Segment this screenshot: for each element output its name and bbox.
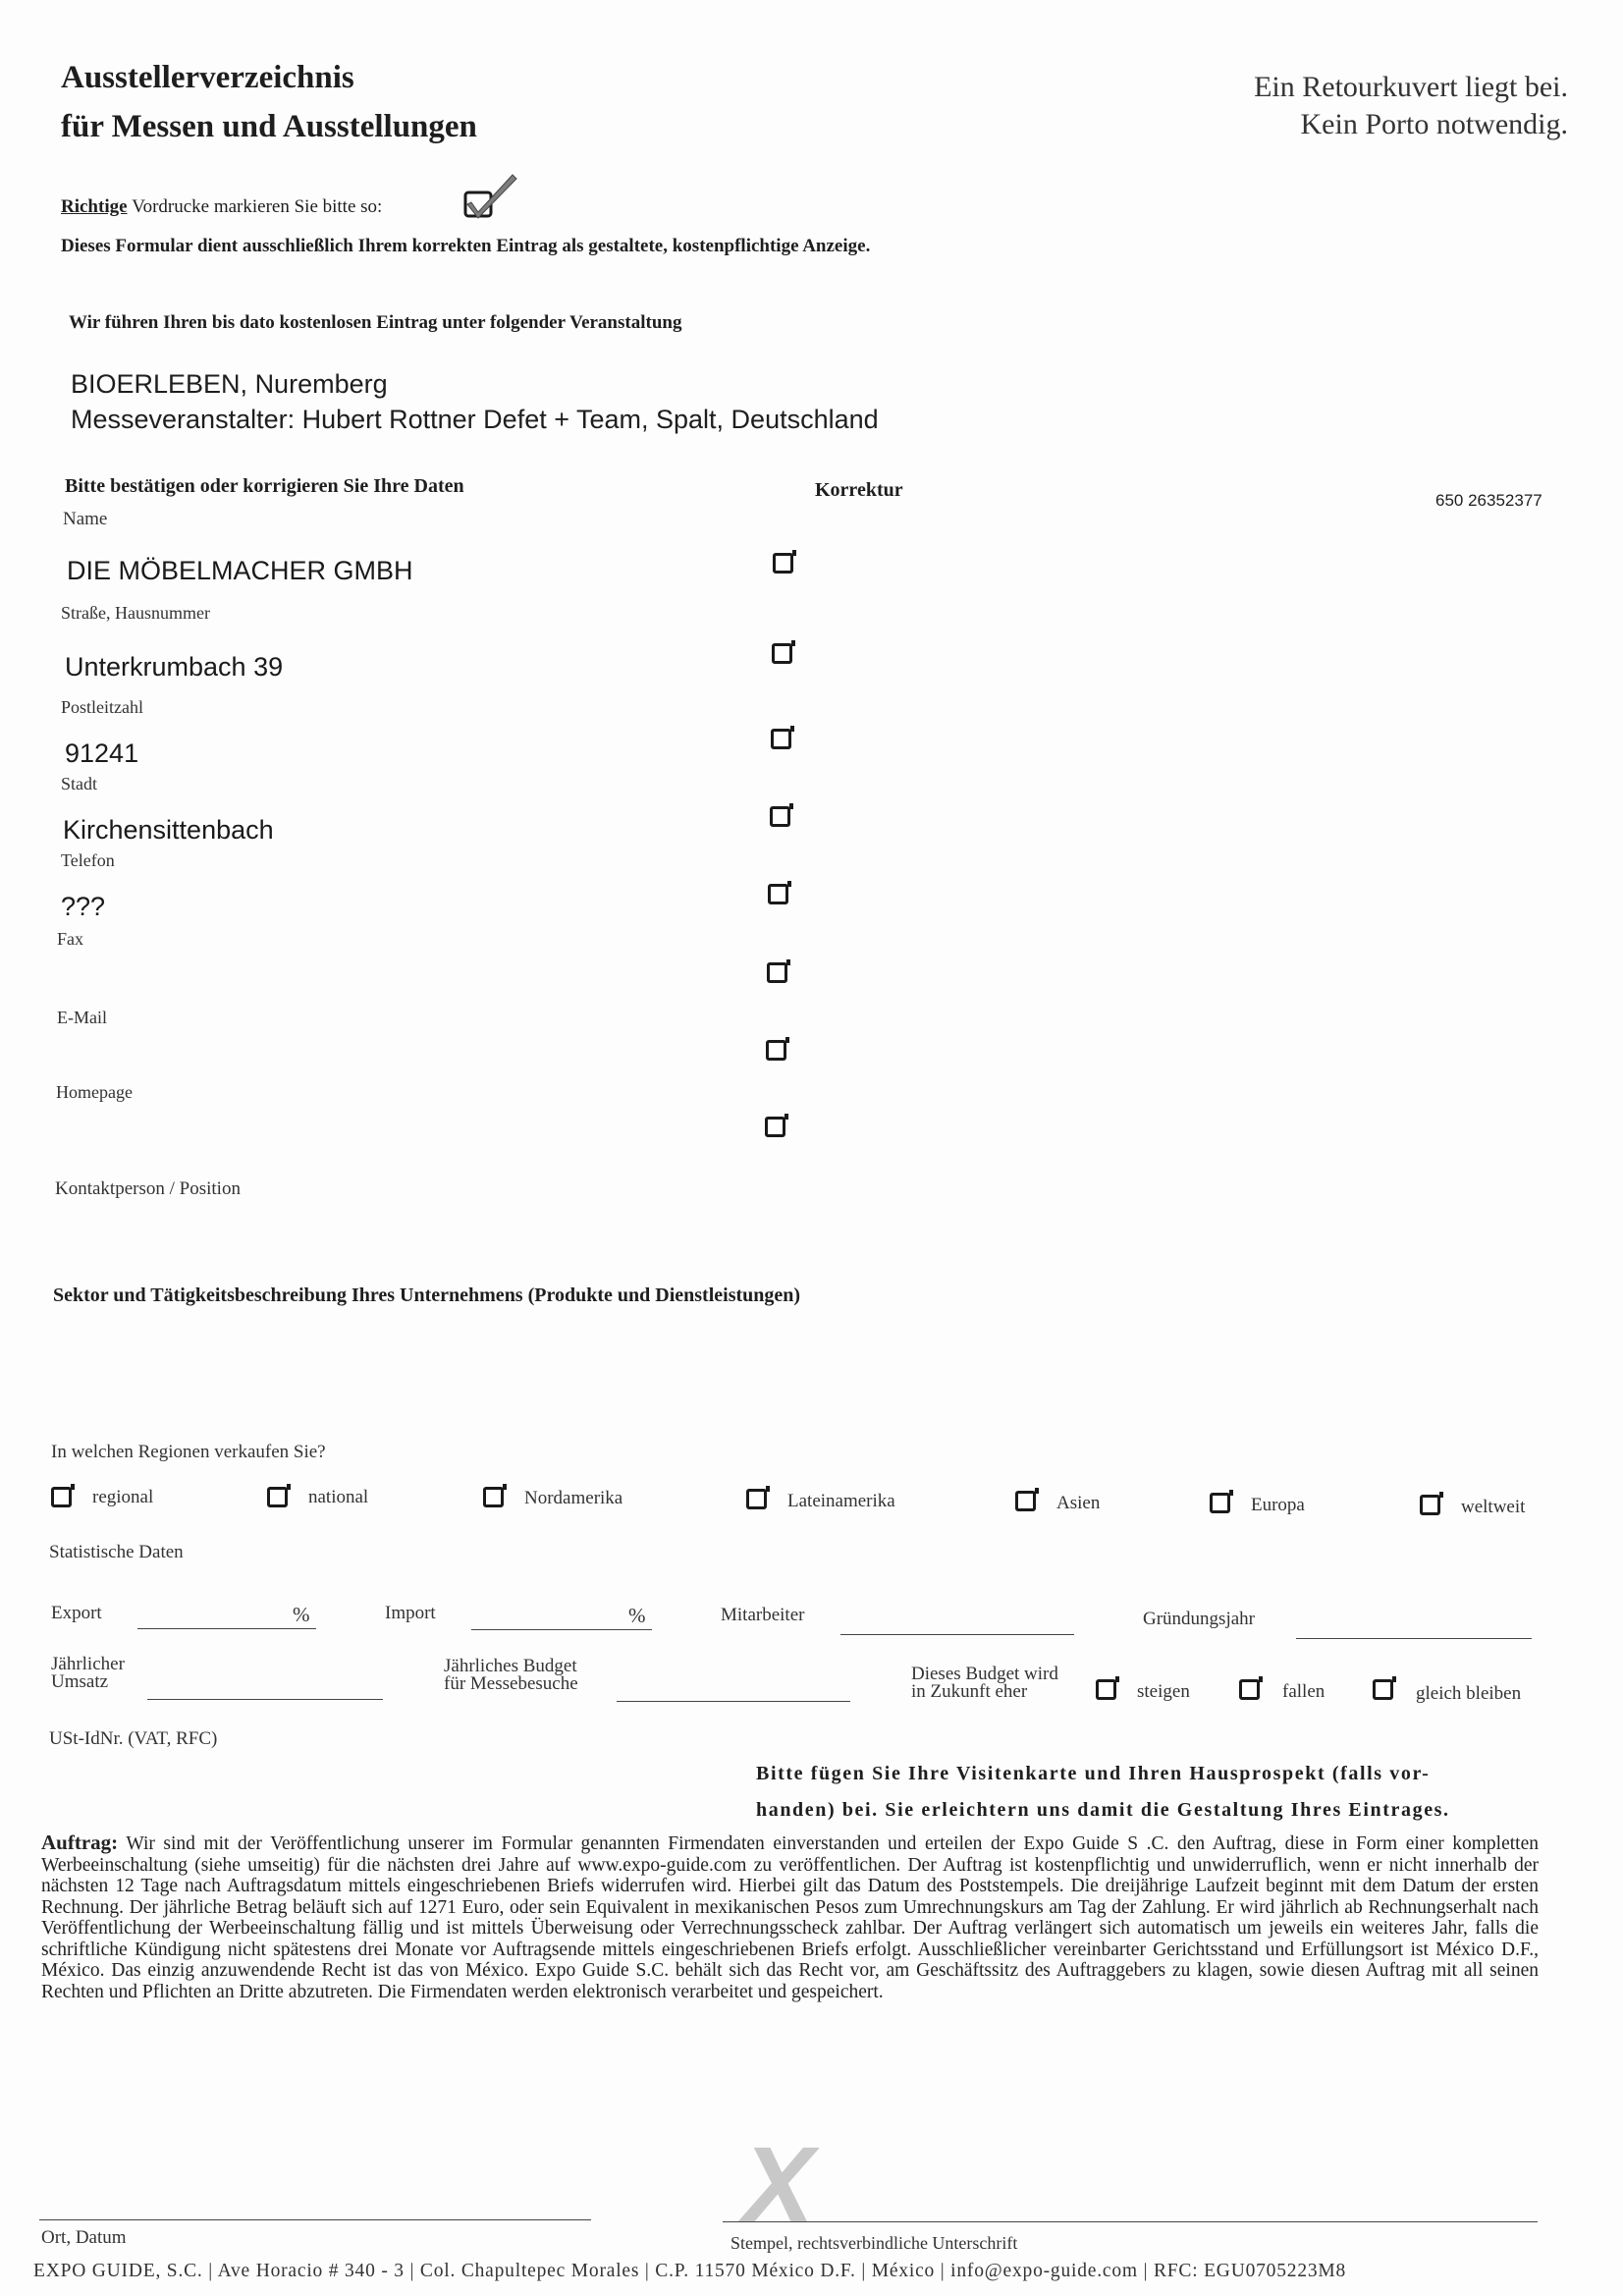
region-checkbox-weltweit[interactable] xyxy=(1420,1495,1440,1515)
korrektur-checkbox-fax[interactable] xyxy=(767,962,787,983)
region-checkbox-nordamerika[interactable] xyxy=(483,1487,504,1507)
region-checkbox-national[interactable] xyxy=(267,1487,288,1507)
region-label-asien: Asien xyxy=(1056,1493,1101,1513)
field-value-phone: ??? xyxy=(61,892,106,921)
disclaimer-text: Dieses Formular dient ausschließlich Ihrem korrekten Eintrag als gestaltete, kostenpflichtige Anzeige. xyxy=(61,236,871,256)
place-date-line[interactable] xyxy=(39,2219,591,2220)
korrektur-checkbox-phone[interactable] xyxy=(768,884,788,904)
budget-label-line-2: für Messebesuche xyxy=(444,1673,578,1694)
future-label-fallen: fallen xyxy=(1282,1681,1325,1702)
stamp-signature-label: Stempel, rechtsverbindliche Unterschrift xyxy=(730,2233,1018,2253)
revenue-input-line[interactable] xyxy=(147,1699,383,1700)
region-checkbox-europa[interactable] xyxy=(1210,1493,1230,1513)
import-input-line[interactable] xyxy=(471,1629,652,1630)
field-label-fax: Fax xyxy=(57,929,83,949)
sector-heading: Sektor und Tätigkeitsbeschreibung Ihres Unternehmens (Produkte und Dienstleistungen) xyxy=(53,1285,801,1306)
mark-text: Vordrucke markieren Sie bitte so: xyxy=(132,196,383,217)
field-value-street: Unterkrumbach 39 xyxy=(65,652,284,682)
export-label: Export xyxy=(51,1603,102,1623)
import-percent: % xyxy=(628,1604,646,1627)
company-footer: EXPO GUIDE, S.C. | Ave Horacio # 340 - 3 | Col. Chapultepec Morales | C.P. 11570 México D.F. | México | info@expo-guide.com | RFC: EGU0705223M8 xyxy=(33,2261,1347,2281)
revenue-label-line-2: Umsatz xyxy=(51,1671,109,1692)
form-title xyxy=(61,53,477,151)
export-input-line[interactable] xyxy=(137,1628,316,1629)
field-label-contact: Kontaktperson / Position xyxy=(55,1178,241,1199)
region-checkbox-lateinamerika[interactable] xyxy=(746,1489,767,1509)
reference-number: 650 26352377 xyxy=(1435,491,1542,510)
order-text: Wir sind mit der Veröffentlichung unserer im Formular genannten Firmendaten einverstanden und erteilen der Expo Guide S .C. den Auftrag, diese in Form einer kompletten Werbeeinschaltung (siehe umseitig) für die nächsten drei Jahre auf www.expo-guide.com zu veröffentlichen. Der Auftrag ist kostenpflichtig und unwiderruflich, wenn er nicht innerhalb der nächsten 12 Tage nach Auftragsdatum mittels eingeschriebenen Briefs widerrufen wird. Hierbei gilt das Datum des Poststempels. Die dreijährige Laufzeit beginnt mit dem Datum der ersten Rechnung. Der jährliche Betrag beläuft sich auf 1271 Euro, oder sein Equivalent in mexikanischen Pesos zum Umrechnungskurs am Tag der Zahlung. Er wird jährlich ab Rechnungserhalt nach Veröffentlichung der Werbeeinschaltung fällig und ist mittels Überweisung oder Verrechnungsscheck zahlbar. Der Auftrag verlängert sich automatisch um jeweils ein weiteres Jahr, falls die schriftliche Kündigung nicht spätestens drei Monate vor Auftragsende mittels eingeschriebenen Briefs erfolgt. Ausschließlicher vereinbarter Gerichtsstand und Erfüllungsort ist México D.F., México. Das einzig anzuwendende Recht ist das von México. Expo Guide S.C. behält sich das Recht vor, am Geschäftssitz des Auftraggebers zu klagen, sowie diesen Auftrag mit all seinen Rechten und Pflichten an Dritte abzutreten. Die Firmendaten werden elektronisch verarbeitet und gespeichert. xyxy=(41,1833,1539,2002)
place-date-label: Ort, Datum xyxy=(41,2227,127,2248)
region-label-weltweit: weltweit xyxy=(1461,1497,1526,1517)
export-percent: % xyxy=(293,1603,310,1626)
retour-note xyxy=(1254,69,1568,143)
future-label-line-1: Dieses Budget wird xyxy=(911,1664,1058,1684)
field-label-phone: Telefon xyxy=(61,850,115,870)
region-checkbox-regional[interactable] xyxy=(51,1487,72,1507)
employees-label: Mitarbeiter xyxy=(721,1605,805,1625)
vat-label: USt-IdNr. (VAT, RFC) xyxy=(49,1728,218,1749)
region-label-europa: Europa xyxy=(1251,1495,1305,1515)
field-label-city: Stadt xyxy=(61,774,98,793)
region-label-regional: regional xyxy=(92,1487,154,1507)
retour-line-2: Kein Porto notwendig. xyxy=(1300,108,1568,140)
signature-x-mark: X xyxy=(742,2125,815,2246)
korrektur-checkbox-homepage[interactable] xyxy=(765,1117,785,1137)
future-label xyxy=(911,1666,1058,1701)
business-card-note xyxy=(756,1756,1450,1829)
region-label-national: national xyxy=(308,1487,369,1507)
korrektur-checkbox-name[interactable] xyxy=(773,553,793,574)
field-label-email: E-Mail xyxy=(57,1008,107,1027)
richtige-label: Richtige xyxy=(61,196,128,217)
sample-check-icon xyxy=(463,173,518,220)
title-line-1: Ausstellerverzeichnis xyxy=(61,60,354,95)
founded-label: Gründungsjahr xyxy=(1143,1609,1255,1629)
business-card-line-2: handen) bei. Sie erleichtern uns damit die Gestaltung Ihres Eintrages. xyxy=(756,1799,1450,1821)
event-name: BIOERLEBEN, Nuremberg xyxy=(71,369,388,399)
signature-line[interactable] xyxy=(723,2221,1538,2222)
regions-question: In welchen Regionen verkaufen Sie? xyxy=(51,1442,326,1462)
order-label: Auftrag: xyxy=(41,1831,119,1854)
korrektur-heading: Korrektur xyxy=(815,479,903,501)
retour-line-1: Ein Retourkuvert liegt bei. xyxy=(1254,71,1568,103)
future-checkbox-fallen[interactable] xyxy=(1239,1679,1260,1700)
future-label-line-2: in Zukunft eher xyxy=(911,1681,1028,1702)
stats-heading: Statistische Daten xyxy=(49,1542,184,1562)
revenue-label-line-1: Jährlicher xyxy=(51,1654,125,1674)
future-label-gleich-bleiben: gleich bleiben xyxy=(1416,1683,1522,1704)
field-label-name: Name xyxy=(63,509,108,529)
employees-input-line[interactable] xyxy=(840,1634,1074,1635)
event-organizer: Messeveranstalter: Hubert Rottner Defet + Team, Spalt, Deutschland xyxy=(71,405,879,434)
future-checkbox-steigen[interactable] xyxy=(1096,1679,1116,1700)
field-value-name: DIE MÖBELMACHER GMBH xyxy=(67,556,413,585)
order-paragraph xyxy=(41,1832,1539,2002)
event-intro: Wir führen Ihren bis dato kostenlosen Eintrag unter folgender Veranstaltung xyxy=(69,312,682,333)
import-label: Import xyxy=(385,1603,436,1623)
korrektur-checkbox-postcode[interactable] xyxy=(771,729,791,749)
founded-input-line[interactable] xyxy=(1296,1638,1532,1639)
field-value-city: Kirchensittenbach xyxy=(63,815,274,845)
field-label-postcode: Postleitzahl xyxy=(61,697,143,717)
region-label-lateinamerika: Lateinamerika xyxy=(787,1491,895,1511)
field-label-street: Straße, Hausnummer xyxy=(61,603,210,623)
budget-input-line[interactable] xyxy=(617,1701,850,1702)
field-label-homepage: Homepage xyxy=(56,1082,133,1102)
data-section-heading: Bitte bestätigen oder korrigieren Sie Ihre Daten xyxy=(65,475,464,497)
korrektur-checkbox-city[interactable] xyxy=(770,806,790,827)
region-label-nordamerika: Nordamerika xyxy=(524,1488,623,1508)
budget-label xyxy=(444,1658,578,1693)
future-checkbox-gleich-bleiben[interactable] xyxy=(1373,1679,1393,1700)
revenue-label xyxy=(51,1656,125,1691)
business-card-line-1: Bitte fügen Sie Ihre Visitenkarte und Ihren Hausprospekt (falls vor- xyxy=(756,1763,1431,1784)
korrektur-checkbox-email[interactable] xyxy=(766,1040,786,1061)
mark-instruction xyxy=(61,196,382,218)
field-value-postcode: 91241 xyxy=(65,738,139,768)
korrektur-checkbox-street[interactable] xyxy=(772,643,792,664)
title-line-2: für Messen und Ausstellungen xyxy=(61,109,477,144)
region-checkbox-asien[interactable] xyxy=(1015,1491,1036,1511)
budget-label-line-1: Jährliches Budget xyxy=(444,1656,577,1676)
future-label-steigen: steigen xyxy=(1137,1681,1190,1702)
